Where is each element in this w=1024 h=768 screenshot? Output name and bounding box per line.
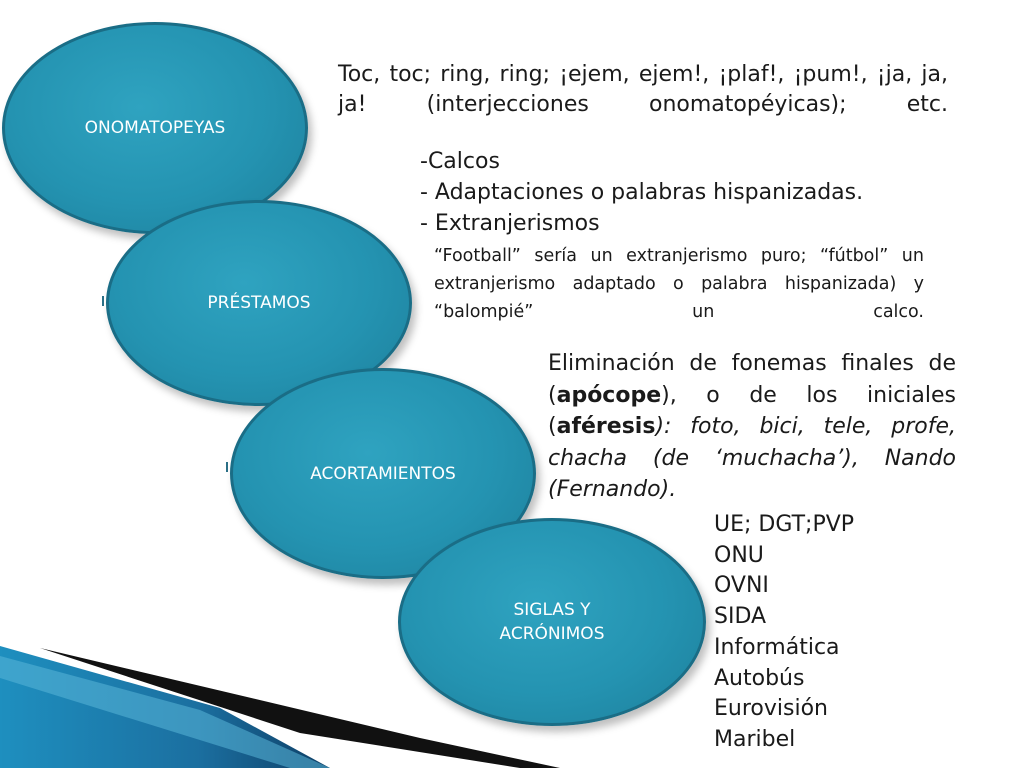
siglas-bubble — [398, 518, 706, 726]
onomatopeyas-label: ONOMATOPEYAS — [84, 118, 226, 138]
bullet-marker — [102, 296, 110, 306]
siglas-item: UE; DGT;PVP — [714, 512, 855, 537]
prestamos-example: “Football” sería un extranjerismo puro; “fútbol” un extranjerismo adaptado o palabra hispanizada) y “balompié” un calco. — [434, 246, 924, 322]
prestamos-label: PRÉSTAMOS — [207, 293, 311, 313]
prestamos-item: -Calcos — [420, 149, 500, 174]
siglas-label-line2: ACRÓNIMOS — [499, 624, 605, 644]
siglas-item: Autobús — [714, 665, 805, 691]
siglas-item: OVNI — [714, 573, 769, 599]
bullet-marker — [226, 462, 234, 472]
acortamientos-label: ACORTAMIENTOS — [310, 463, 456, 484]
prestamos-item: - Extranjerismos — [420, 211, 600, 236]
onomatopeyas-text: Toc, toc; ring, ring; ¡ejem, ejem!, ¡plaf!, ¡pum!, ¡ja, ja, ja! (interjecciones onomatopéyicas); etc. — [338, 62, 948, 117]
aferesis-term: aféresis — [556, 414, 656, 439]
siglas-list — [714, 510, 854, 756]
acortamientos-text: Eliminación de fonemas finales de (apócope), o de los iniciales (aféresis): foto, bici, tele, profe, chacha (de ‘muchacha’), Nando (Fernando). — [548, 351, 956, 502]
apocope-term: apócope — [556, 382, 662, 408]
siglas-item: Eurovisión — [714, 696, 828, 722]
siglas-item: Informática — [714, 634, 840, 660]
prestamos-list — [420, 146, 863, 239]
siglas-item: ONU — [714, 542, 764, 568]
siglas-item: SIDA — [714, 604, 767, 630]
siglas-label-line1: SIGLAS Y — [513, 600, 591, 620]
prestamos-item: - Adaptaciones o palabras hispanizadas. — [420, 180, 864, 205]
siglas-item: Maribel — [714, 726, 796, 752]
